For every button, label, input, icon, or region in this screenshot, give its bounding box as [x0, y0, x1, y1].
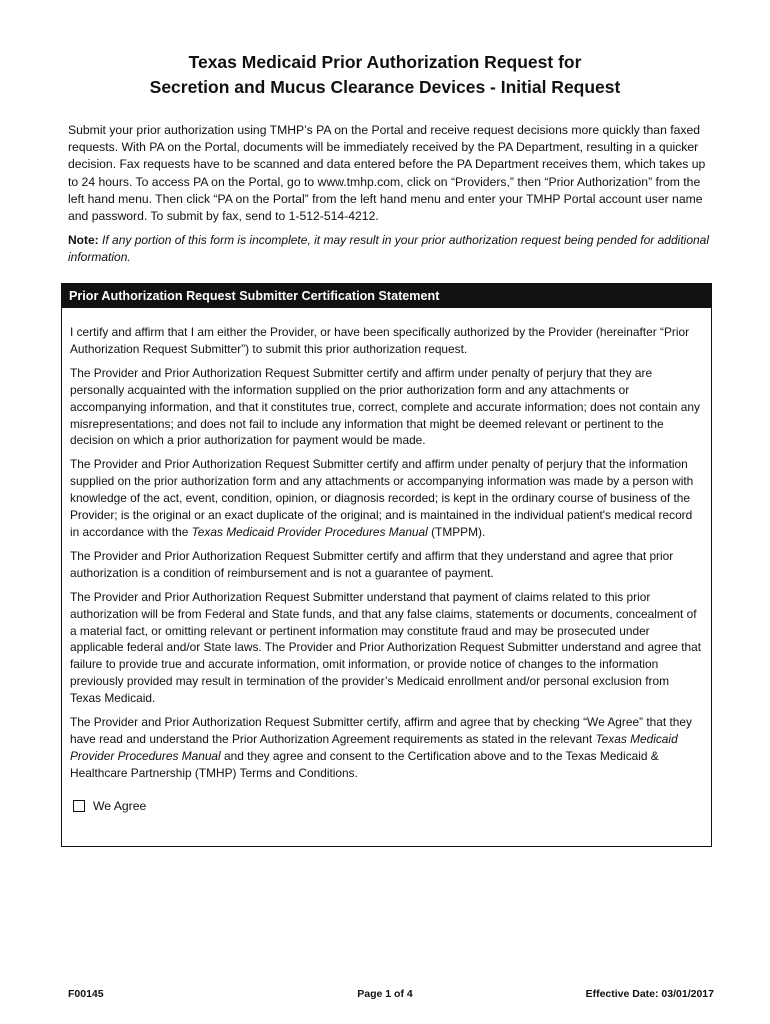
certification-paragraph-5: The Provider and Prior Authorization Request Submitter understand that payment of claims related to this prior authorization will be from Federal and State funds, and that any false claims, statements or documents, concealment of a material fact, or omitting relevant or pertinent information may constitute fraud and may be prosecuted under applicable federal and/or State laws. The Provider and Prior Authorization Request Submitter understand and agree that failure to provide true and accurate information, omit information, or provide notice of changes to the information previously provided may result in termination of the provider’s Medicaid enrollment and/or personal exclusion from Texas Medicaid.	[70, 589, 702, 706]
intro-paragraph: Submit your prior authorization using TMHP’s PA on the Portal and receive request decisions more quickly than faxed requests. With PA on the Portal, documents will be immediately received by the PA Department, resulting in a quicker decision. Fax requests have to be scanned and data entered before the PA Department receives them, which takes up to 24 hours. To access PA on the Portal, go to www.tmhp.com, click on “Providers,” then “Prior Authorization” from the left hand menu. Then click “PA on the Portal” from the left hand menu and enter your TMHP Portal account user name and password. To submit by fax, send to 1-512-514-4212.	[68, 123, 706, 224]
p3-manual-title: Texas Medicaid Provider Procedures Manual	[191, 524, 428, 539]
effective-date: Effective Date: 03/01/2017	[585, 988, 714, 1000]
certification-header: Prior Authorization Request Submitter Certification Statement	[62, 284, 711, 308]
note-text: If any portion of this form is incomplete, it may result in your prior authorization request being pended for additional information.	[68, 233, 710, 264]
certification-paragraph-1: I certify and affirm that I am either the Provider, or have been specifically authorized by the Provider (hereinafter “Prior Authorization Request Submitter”) to submit this prior authorization request.	[70, 325, 690, 356]
certification-paragraph-2: The Provider and Prior Authorization Request Submitter certify and affirm under penalty of perjury that they are personally acquainted with the information supplied on the prior authorization form and any attachments or accompanying information, and that it constitutes true, correct, complete and accurate information; does not contain any misrepresentations; and does not fail to include any information that might be deemed relevant or pertinent to the decision on which a prior authorization for payment would be made.	[70, 365, 700, 448]
certification-paragraph-6	[70, 714, 703, 782]
p6-text-end: and they agree and consent to the Certification above and to the Texas Medicaid & Healthcare Partnership (TMHP) Terms and Conditions.	[70, 748, 659, 780]
p6-manual-title: Texas Medicaid Provider Procedures Manual	[70, 731, 678, 763]
page-number: Page 1 of 4	[357, 988, 413, 1000]
p6-text-start: The Provider and Prior Authorization Request Submitter certify, affirm and agree that by checking “We Agree” that they have read and understand the Prior Authorization Agreement requirements as stated in the relevant	[70, 715, 692, 746]
form-id: F00145	[68, 988, 104, 1000]
we-agree-label[interactable]: We Agree	[93, 798, 147, 813]
p3-text-start: The Provider and Prior Authorization Request Submitter certify and affirm under penalty of perjury that the information supplied on the prior authorization form and any attachments or accompanying information was made by a person with knowledge of the act, event, condition, opinion, or diagnosis recorded; is kept in the ordinary course of business of the Provider; is the original or an exact duplicate of the original; and is maintained in the individual patient's medical record in accordance with the	[70, 457, 694, 539]
we-agree-checkbox[interactable]	[73, 800, 85, 812]
page-title	[0, 50, 770, 100]
p3-text-end: (TMPPM).	[427, 524, 486, 539]
certification-paragraph-4: The Provider and Prior Authorization Request Submitter certify and affirm that they understand and agree that prior authorization is a condition of reimbursement and is not a guarantee of payment.	[70, 548, 674, 580]
we-agree-row[interactable]	[70, 798, 703, 815]
certification-paragraph-3	[70, 456, 703, 541]
certification-section	[61, 283, 712, 847]
note-paragraph	[68, 232, 718, 266]
certification-body	[62, 308, 711, 815]
title-line-2: Secretion and Mucus Clearance Devices - Initial Request	[149, 77, 621, 97]
title-line-1: Texas Medicaid Prior Authorization Request for	[188, 52, 582, 72]
note-label: Note:	[68, 233, 99, 247]
